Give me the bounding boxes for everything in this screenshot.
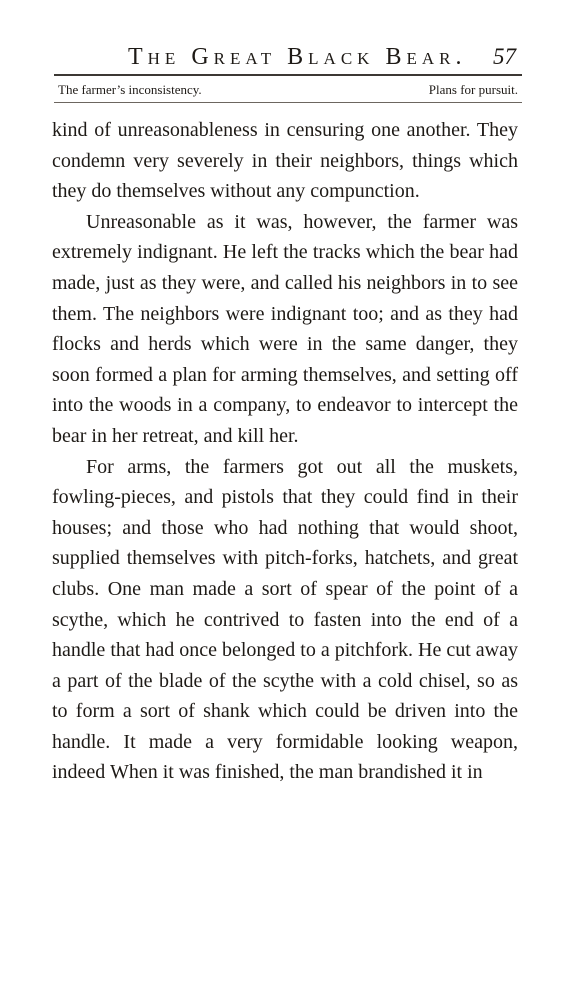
header-rule-top: [54, 74, 522, 76]
page-number: 57: [493, 44, 516, 69]
sidenote-left: The farmer’s inconsistency.: [58, 82, 202, 97]
body-text: [52, 115, 518, 788]
header-rule-bottom: [54, 102, 522, 103]
running-head: [52, 44, 518, 72]
paragraph: Unreasonable as it was, however, the farmer was extremely indignant. He left the tracks which the bear had made, just as they were, and called his neighbors in to see them. The neighbors were indignant too; and as they had flocks and herds which were in the same danger, they soon formed a plan for arming themselves, and setting off into the woods in a company, to endeavor to intercept the bear in her retreat, and kill her.: [52, 210, 518, 447]
paragraph-continued: kind of unreasonableness in censuring one another. They condemn very severely in their neighbors, things which they do themselves without any compunction.: [52, 119, 518, 203]
sidenote-right: Plans for pursuit.: [428, 82, 518, 97]
paragraph: For arms, the farmers got out all the muskets, fowling-pieces, and pistols that they could find in their houses; and those who had nothing that would shoot, supplied themselves with pitch-forks, hatchets, and great clubs. One man made a sort of spear of the point of a scythe, which he contrived to fasten into the end of a handle that had once belonged to a pitchfork. He cut away a part of the blade of the scythe with a cold chisel, so as to form a sort of shank which could be driven into the handle. It made a very formidable looking weapon, indeed When it was finished, the man brandished it in: [52, 455, 518, 784]
running-title: The Great Black Bear.: [128, 44, 467, 70]
